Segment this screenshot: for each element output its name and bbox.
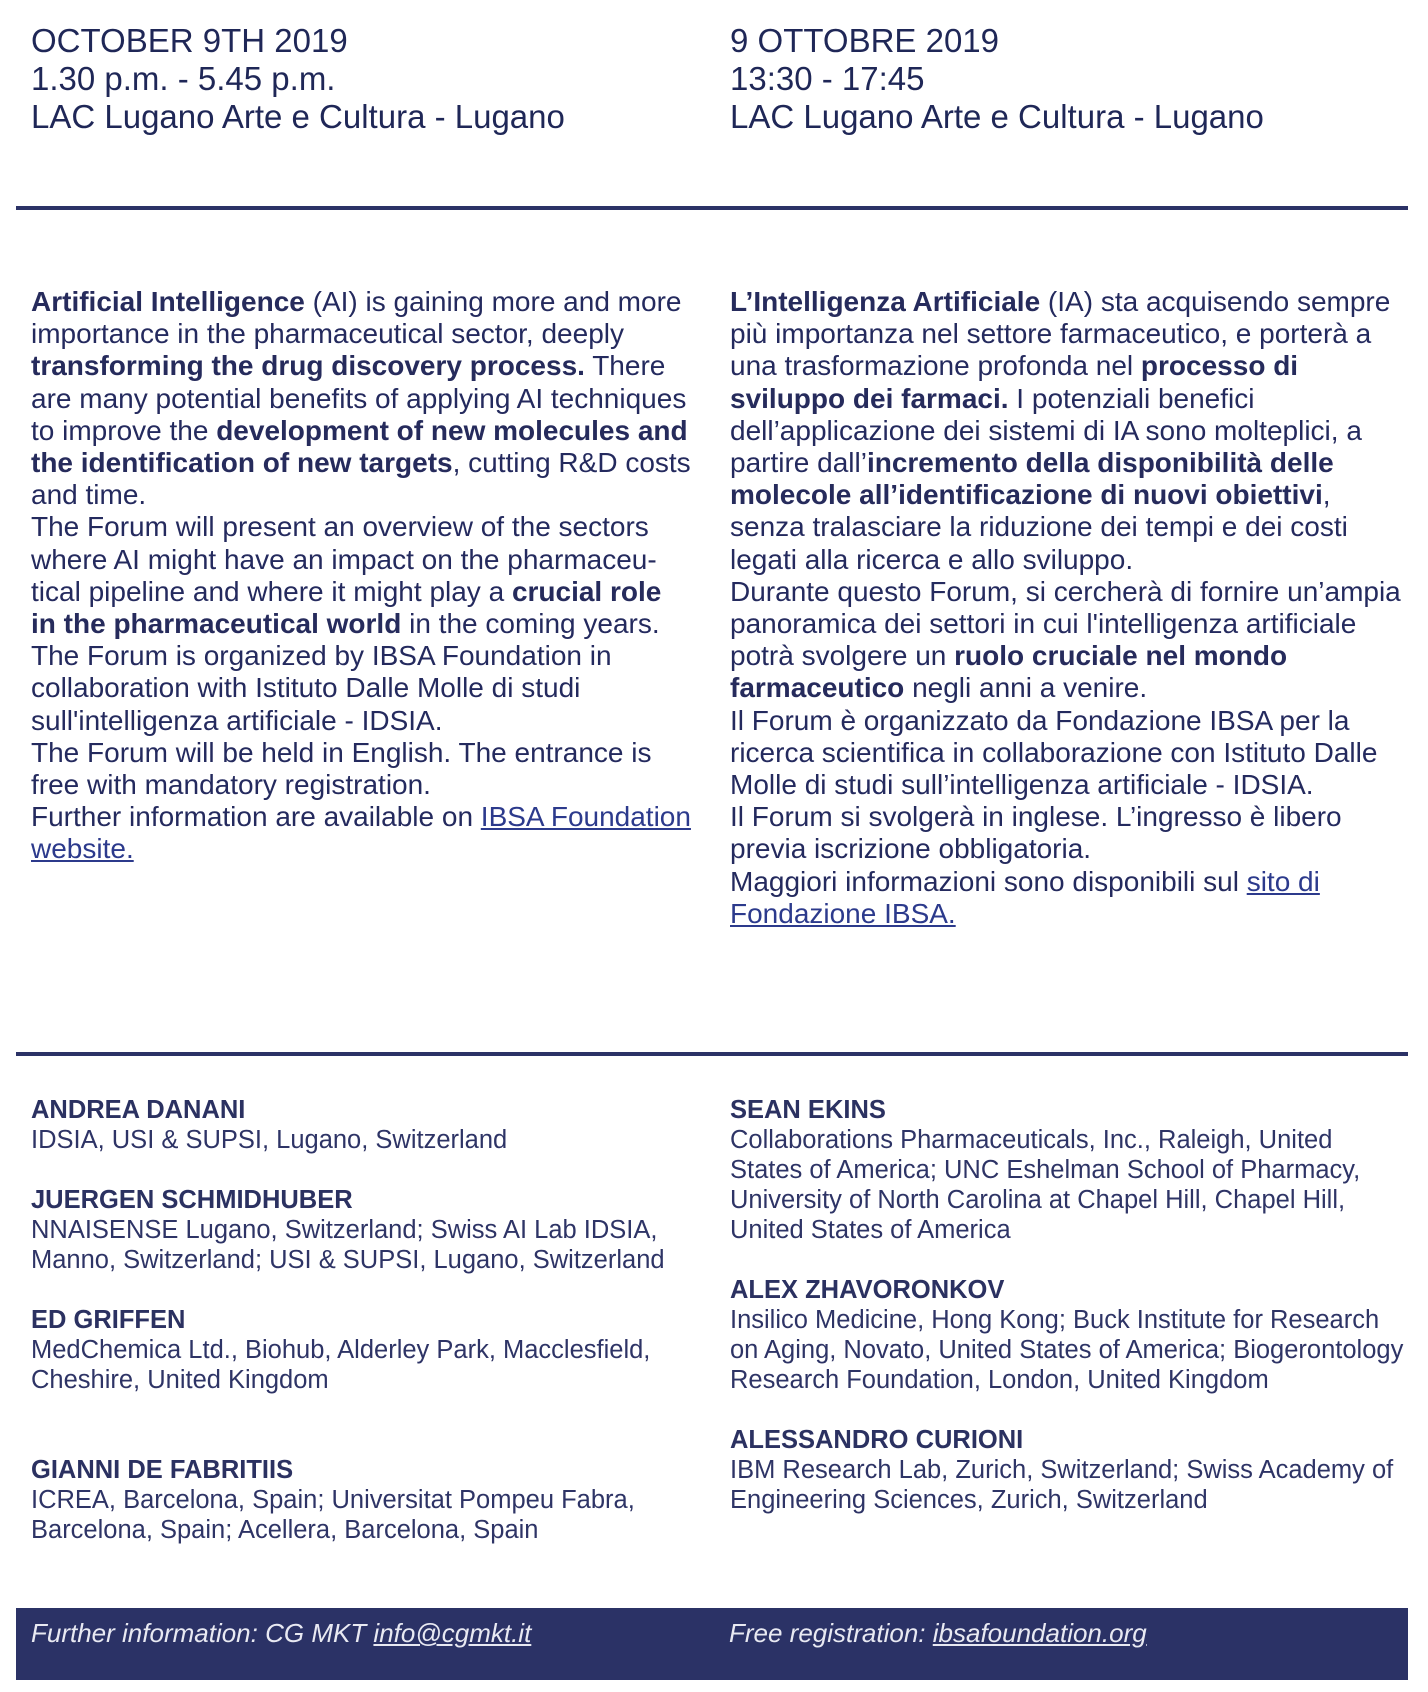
speaker-affiliation: IBM Research Lab, Zurich, Switzerland; Swiss Academy of Engineering Sciences, Zurich, Switzerland xyxy=(730,1456,1394,1514)
text: in the coming years. xyxy=(401,608,660,640)
bold-text: processo di sviluppo dei farmaci. xyxy=(730,350,1299,414)
speaker xyxy=(730,1275,1410,1395)
speaker-affiliation: Collaborations Pharmaceuticals, Inc., Raleigh, United States of America; UNC Eshelman School of Pharmacy, University of North Carolina at Chapel Hill, Chapel Hill, United States of America xyxy=(730,1126,1361,1244)
intro-paragraph xyxy=(730,286,1410,576)
bold-text: Artificial Intelligence xyxy=(31,286,305,317)
bold-text: crucial role in the pharmaceutical world xyxy=(31,575,662,640)
speaker xyxy=(31,1455,693,1545)
text: There are many potential benefits of applying AI techniques to improve the xyxy=(31,350,687,446)
ibsa-website-link[interactable]: IBSA Foundation website. xyxy=(31,801,691,865)
speaker xyxy=(31,1305,693,1395)
speaker-affiliation: NNAISENSE Lugano, Switzerland; Swiss AI Lab IDSIA, Manno, Switzerland; USI & SUPSI, Lugano, Switzerland xyxy=(31,1216,665,1274)
text: negli anni a venire. xyxy=(904,672,1148,704)
event-header-en xyxy=(31,22,693,136)
text: Maggiori informazioni sono disponibili sul xyxy=(730,865,1247,897)
speaker-name: GIANNI DE FABRITIIS xyxy=(31,1456,294,1484)
event-header-it xyxy=(730,22,1410,136)
speaker-affiliation: MedChemica Ltd., Biohub, Alderley Park, Macclesfield, Cheshire, United Kingdom xyxy=(31,1336,651,1394)
speaker-affiliation: Insilico Medicine, Hong Kong; Buck Institute for Research on Aging, Novato, United States of America; Biogerontology Research Foundation, London, United Kingdom xyxy=(730,1306,1404,1394)
speaker-name: ALEX ZHAVORONKOV xyxy=(730,1276,1005,1304)
footer-label: Further information: CG MKT xyxy=(31,1618,374,1648)
intro-paragraph xyxy=(31,286,693,511)
speakers-right xyxy=(730,1095,1410,1515)
intro-paragraph xyxy=(31,511,693,640)
event-venue: LAC Lugano Arte e Cultura - Lugano xyxy=(730,98,1264,135)
speaker xyxy=(730,1095,1410,1245)
intro-en xyxy=(31,286,693,866)
bold-text: incremento della disponibilità delle molecole all’identificazione di nuovi obiettivi xyxy=(730,447,1334,511)
speaker-name: ED GRIFFEN xyxy=(31,1306,186,1334)
speaker xyxy=(31,1095,693,1155)
text: (IA) sta acquisendo sempre più importanza nel settore farmaceutico, e porterà a una trasformazione profonda nel xyxy=(730,286,1391,382)
event-time: 1.30 p.m. - 5.45 p.m. xyxy=(31,60,336,97)
text: (AI) is gaining more and more importance in the pharmaceutical sector, deeply xyxy=(31,286,682,350)
bold-text: ruolo cruciale nel mondo farmaceutico xyxy=(730,640,1288,704)
registration-link[interactable]: ibsafoundation.org xyxy=(932,1618,1147,1648)
speaker-affiliation: IDSIA, USI & SUPSI, Lugano, Switzerland xyxy=(31,1126,508,1154)
event-date: 9 OTTOBRE 2019 xyxy=(730,22,1000,59)
event-time: 13:30 - 17:45 xyxy=(730,60,925,97)
text: I potenziali benefici dell’applicazione dei sistemi di IA sono molteplici, a partire dall’ xyxy=(730,382,1362,479)
intro-it xyxy=(730,286,1410,930)
text: , senza tralasciare la riduzione dei tempi e dei costi legati alla ricerca e allo sviluppo. xyxy=(730,479,1348,575)
intro-paragraph: The Forum is organized by IBSA Foundation in collaboration with Istituto Dalle Molle di studi sull'intelligenza artificiale - IDSIA. xyxy=(31,640,612,736)
intro-paragraph: Il Forum si svolgerà in inglese. L’ingresso è libero previa iscrizione obbligatoria. xyxy=(730,801,1342,865)
speaker-affiliation: ICREA, Barcelona, Spain; Universitat Pompeu Fabra, Barcelona, Spain; Acellera, Barcelona, Spain xyxy=(31,1486,635,1544)
intro-paragraph: Il Forum è organizzato da Fondazione IBSA per la ricerca scientifica in collaborazione con Istituto Dalle Molle di studi sull’intelligenza artificiale - IDSIA. xyxy=(730,704,1378,801)
text: Durante questo Forum, si cercherà di fornire un’ampia panoramica dei settori in cui l'intelligenza artificiale potrà svolgere un xyxy=(730,575,1401,672)
ibsa-website-link[interactable]: sito di Fondazione IBSA. xyxy=(730,865,1320,929)
bold-text: L’Intelligenza Artificiale xyxy=(730,286,1041,317)
intro-paragraph: The Forum will be held in English. The entrance is free with mandatory registration. xyxy=(31,736,652,801)
intro-paragraph xyxy=(730,576,1410,705)
speaker-name: ANDREA DANANI xyxy=(31,1096,246,1124)
speaker xyxy=(730,1425,1410,1515)
divider xyxy=(16,206,1408,210)
text: The Forum will present an overview of the sectors where AI might have an impact on the pharmaceu-tical pipeline and where it might play a xyxy=(31,511,657,607)
bold-text: transforming the drug discovery process. xyxy=(31,350,585,382)
speaker-name: SEAN EKINS xyxy=(730,1096,886,1124)
speaker-name: ALESSANDRO CURIONI xyxy=(730,1426,1024,1454)
email-link[interactable]: info@cgmkt.it xyxy=(373,1618,532,1648)
intro-paragraph xyxy=(730,866,1410,930)
speakers-left xyxy=(31,1095,693,1545)
footer-registration xyxy=(729,1618,1147,1649)
footer-label: Free registration: xyxy=(729,1618,933,1648)
footer-info xyxy=(31,1618,531,1649)
text: , cutting R&D costs and time. xyxy=(31,447,691,511)
divider xyxy=(16,1052,1408,1056)
footer-bar xyxy=(16,1608,1408,1680)
event-venue: LAC Lugano Arte e Cultura - Lugano xyxy=(31,98,565,135)
bold-text: development of new molecules and the identification of new targets xyxy=(31,414,688,479)
intro-paragraph xyxy=(31,801,693,865)
speaker xyxy=(31,1185,693,1275)
event-date: OCTOBER 9TH 2019 xyxy=(31,22,348,59)
speaker-name: JUERGEN SCHMIDHUBER xyxy=(31,1186,353,1214)
text: Further information are available on xyxy=(31,801,481,833)
